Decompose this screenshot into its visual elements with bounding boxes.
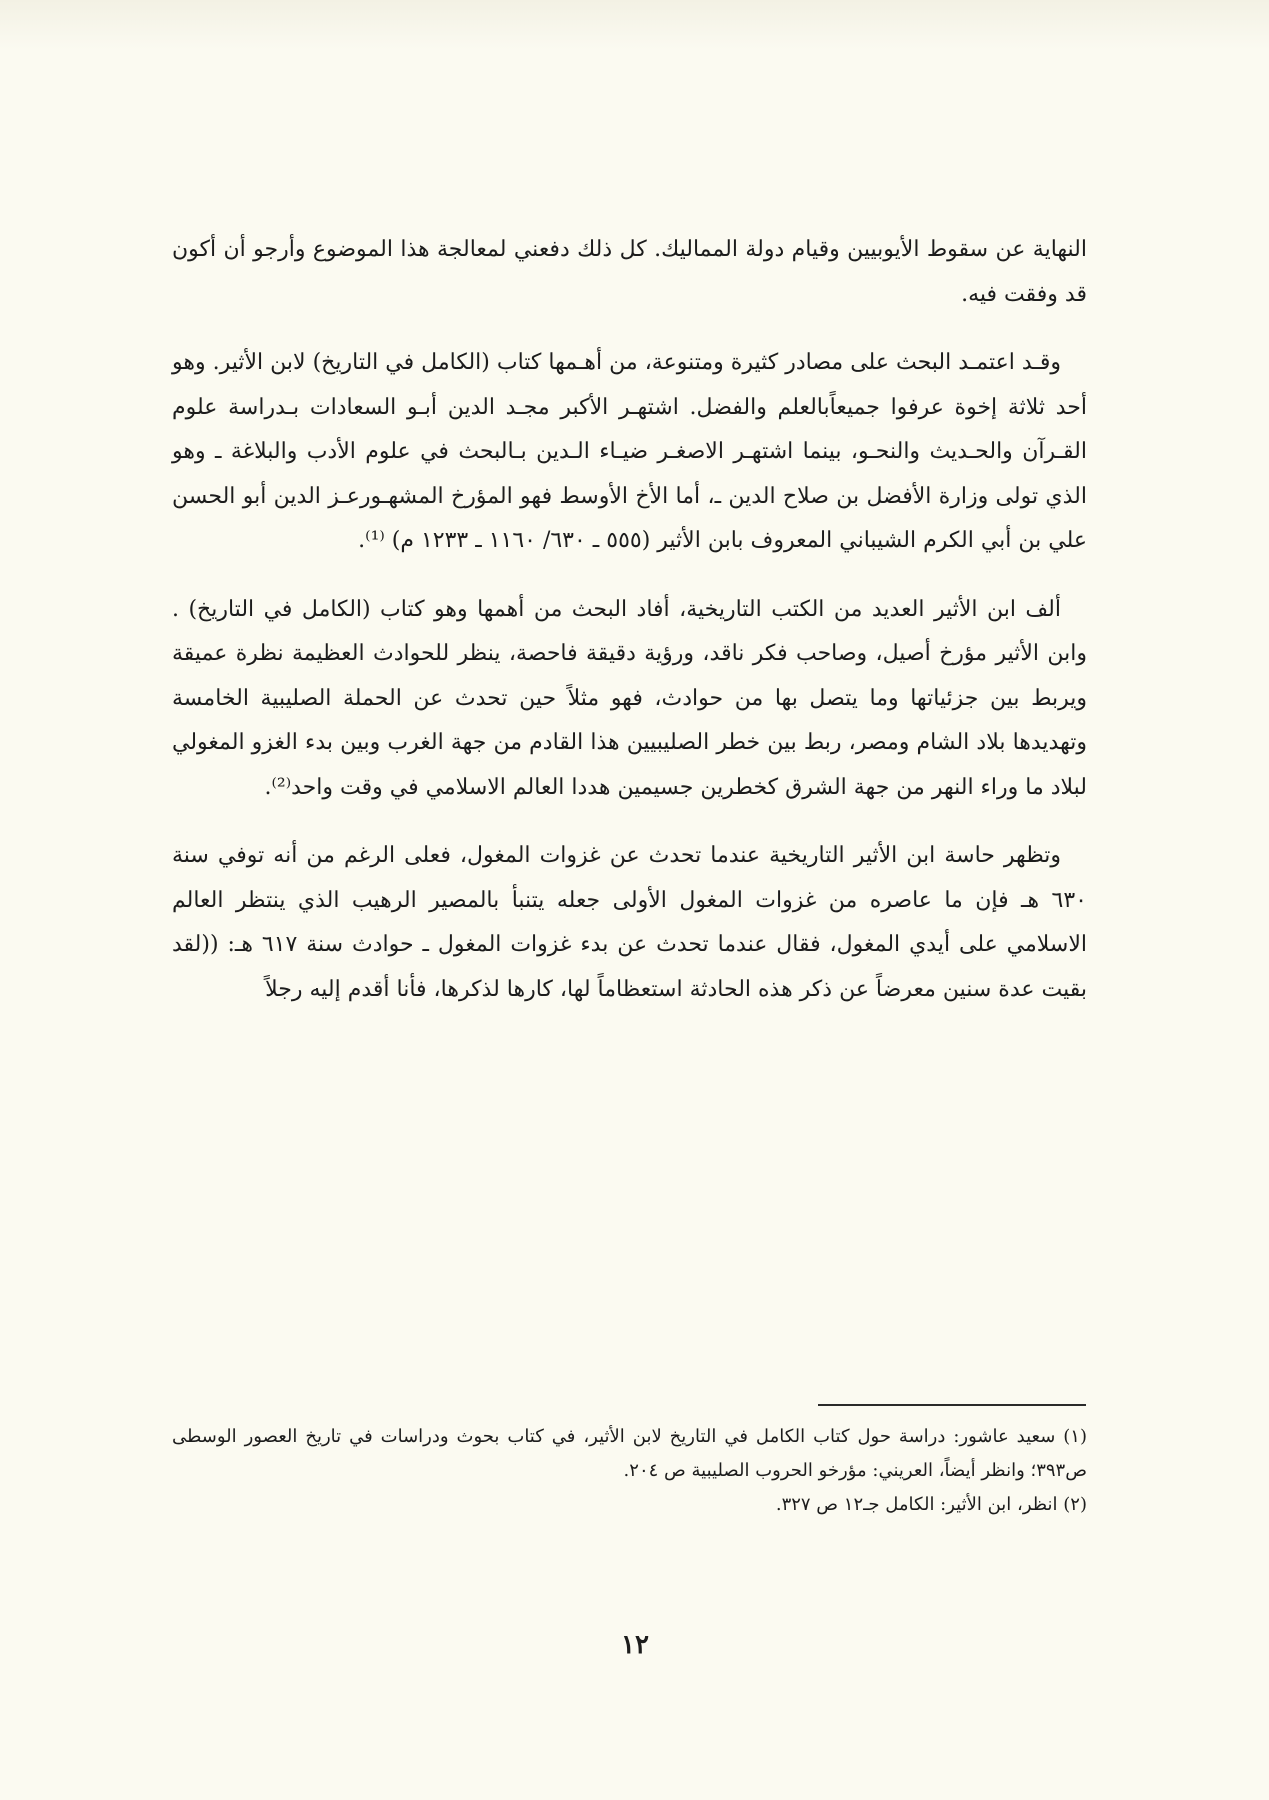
paragraph-2: وقـد اعتمـد البحث على مصادر كثيرة ومتنوعة، من أهـمها كتاب (الكامل في التاريخ) لابن الأثير. وهو أحد ثلاثة إخوة عرفوا جميعاًبالعلم والفضل. اشتهـر الأكبر مجـد الدين أبـو السعادات بـدراسة علوم القـرآن والحـديث والنحـو، بينما اشتهـر الاصغـر ضيـاء الـدين بـالبحث في علوم الأدب والبلاغة ـ وهو الذي تولى وزارة الأفضل بن صلاح الدين ـ، أما الأخ الأوسط فهو المؤرخ المشهـورعـز الدين أبو الحسن علي بن أبي الكرم الشيباني المعروف بابن الأثير (٥٥٥ ـ ٦٣٠/ ١١٦٠ ـ ١٢٣٣ م) ⁽¹⁾. <box>172 350 1087 553</box>
footnote-separator <box>818 1404 1086 1406</box>
paragraph-1: النهاية عن سقوط الأيوبيين وقيام دولة المماليك. كل ذلك دفعني لمعالجة هذا الموضوع وأرجو أن أكون قد وفقت فيه. <box>172 237 1087 307</box>
footnote-2: (٢) انظر، ابن الأثير: الكامل جـ١٢ ص ٣٢٧. <box>775 1494 1087 1515</box>
page-number: ١٢ <box>621 1630 649 1660</box>
body-text <box>172 228 1087 1012</box>
page-top-edge <box>0 0 1269 50</box>
paragraph-4: وتظهر حاسة ابن الأثير التاريخية عندما تحدث عن غزوات المغول، فعلى الرغم من أنه توفي سنة ٦٣٠ هـ فإن ما عاصره من غزوات المغول الأولى جعله يتنبأ بالمصير الرهيب الذي ينتظر العالم الاسلامي على أيدي المغول، فقال عندما تحدث عن بدء غزوات المغول ـ حوادث سنة ٦١٧ هـ: ((لقد بقيت عدة سنين معرضاً عن ذكر هذه الحادثة استعظاماً لها، كارها لذكرها، فأنا أقدم إليه رجلاً <box>172 843 1087 1002</box>
footnotes <box>172 1420 1087 1522</box>
paragraph-3: ألف ابن الأثير العديد من الكتب التاريخية، أفاد البحث من أهمها وهو كتاب (الكامل في التاريخ) . وابن الأثير مؤرخ أصيل، وصاحب فكر ناقد، ورؤية دقيقة فاحصة، ينظر للحوادث العظيمة نظرة عميقة ويربط بين جزئياتها وما يتصل بها من حوادث، فهو مثلاً حين تحدث عن الحملة الصليبية الخامسة وتهديدها بلاد الشام ومصر، ربط بين خطر الصليبيين هذا القادم من جهة الغرب وبين بدء الغزو المغولي لبلاد ما وراء النهر من جهة الشرق كخطرين جسيمين هددا العالم الاسلامي في وقت واحد⁽²⁾. <box>172 596 1087 800</box>
footnote-1: (١) سعيد عاشور: دراسة حول كتاب الكامل في التاريخ لابن الأثير، في كتاب بحوث ودراسات في تاريخ العصور الوسطى ص٣٩٣؛ وانظر أيضاً، العريني: مؤرخو الحروب الصليبية ص ٢٠٤. <box>172 1426 1087 1481</box>
